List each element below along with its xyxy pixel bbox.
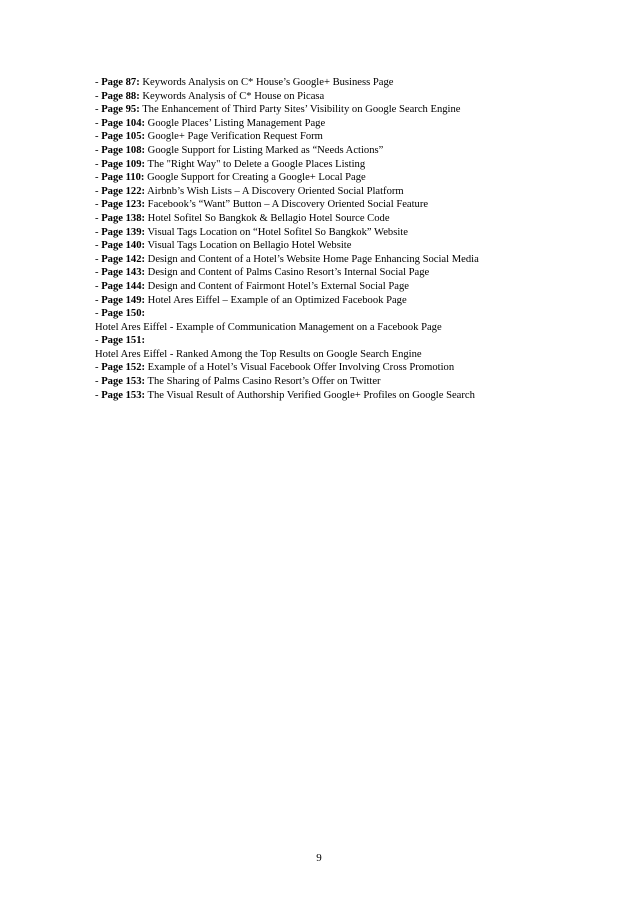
list-item [95, 171, 555, 185]
page-reference: Page 110: [101, 172, 145, 184]
page-reference: Page 87: [101, 77, 140, 88]
figure-title: Keywords Analysis of C* House on Picasa [139, 90, 325, 102]
list-item [95, 76, 555, 90]
figure-title: Facebook’s “Want” Button – A Discovery Oriented Social Feature [145, 199, 429, 211]
figure-title: Design and Content of a Hotel’s Website Home Page Enhancing Social Media [145, 253, 479, 265]
page-reference: Page 144: [101, 280, 146, 292]
list-dash: - [95, 185, 102, 197]
page-reference: Page 88: [101, 90, 140, 102]
list-item [95, 130, 555, 144]
list-dash: - [95, 90, 102, 102]
list-dash: - [95, 117, 102, 129]
list-item [95, 334, 555, 348]
list-dash: - [95, 104, 102, 116]
figure-title: Hotel Ares Eiffel – Example of an Optimized Facebook Page [145, 294, 407, 306]
list-dash: - [95, 172, 102, 184]
list-dash: - [95, 77, 102, 88]
figure-title: Hotel Ares Eiffel - Ranked Among the Top Results on Google Search Engine [95, 348, 422, 360]
figure-title: Google Support for Listing Marked as “Needs Actions” [145, 144, 384, 156]
page-reference: Page 105: [101, 131, 146, 143]
list-item [95, 198, 555, 212]
figure-title: The Visual Result of Authorship Verified Google+ Profiles on Google Search [145, 389, 475, 401]
page-number: 9 [316, 852, 322, 864]
list-item [95, 375, 555, 389]
page-reference: Page 123: [101, 199, 146, 211]
page-reference: Page 95: [101, 104, 140, 116]
figure-title: Example of a Hotel’s Visual Facebook Offer Involving Cross Promotion [145, 362, 455, 374]
list-dash: - [95, 267, 102, 279]
figure-title: Visual Tags Location on “Hotel Sofitel So Bangkok” Website [145, 226, 408, 238]
page-reference: Page 122: [101, 185, 146, 197]
page-reference: Page 104: [101, 117, 146, 129]
figure-title: Visual Tags Location on Bellagio Hotel Website [145, 240, 352, 252]
list-dash: - [95, 131, 102, 143]
page-reference: Page 150: [101, 308, 146, 320]
list-item [95, 212, 555, 226]
list-dash: - [95, 376, 102, 388]
list-item [95, 117, 555, 131]
figure-title: The Enhancement of Third Party Sites’ Visibility on Google Search Engine [139, 104, 461, 116]
figure-title: Design and Content of Fairmont Hotel’s External Social Page [145, 280, 409, 292]
list-item [95, 103, 555, 117]
list-item [95, 280, 555, 294]
list-item-continuation [95, 348, 555, 362]
figure-title: Airbnb’s Wish Lists – A Discovery Oriented Social Platform [145, 185, 404, 197]
page-reference: Page 138: [101, 212, 146, 224]
page-reference: Page 153: [101, 389, 146, 401]
list-item [95, 389, 555, 403]
figure-title: Google+ Page Verification Request Form [145, 131, 323, 143]
list-item [95, 266, 555, 280]
list-item [95, 307, 555, 321]
page-reference: Page 143: [101, 267, 146, 279]
page-reference: Page 153: [101, 376, 146, 388]
page-reference: Page 139: [101, 226, 146, 238]
page-reference: Page 140: [101, 240, 146, 252]
list-dash: - [95, 144, 102, 156]
figure-title: Google Support for Creating a Google+ Local Page [144, 172, 366, 184]
list-item [95, 361, 555, 375]
figure-title: Hotel Ares Eiffel - Example of Communication Management on a Facebook Page [95, 321, 442, 333]
list-dash: - [95, 158, 102, 170]
list-item [95, 239, 555, 253]
list-dash: - [95, 389, 102, 401]
list-dash: - [95, 335, 102, 347]
list-dash: - [95, 308, 102, 320]
list-dash: - [95, 226, 102, 238]
figure-title: Design and Content of Palms Casino Resort’s Internal Social Page [145, 267, 430, 279]
list-item [95, 158, 555, 172]
list-item [95, 90, 555, 104]
list-dash: - [95, 240, 102, 252]
page-reference: Page 109: [101, 158, 146, 170]
figure-list [95, 76, 555, 402]
list-item [95, 253, 555, 267]
list-item [95, 294, 555, 308]
list-item [95, 185, 555, 199]
page-reference: Page 108: [101, 144, 146, 156]
page-reference: Page 149: [101, 294, 146, 306]
figure-title: The "Right Way" to Delete a Google Places Listing [145, 158, 366, 170]
list-item [95, 226, 555, 240]
list-dash: - [95, 253, 102, 265]
list-dash: - [95, 212, 102, 224]
list-dash: - [95, 280, 102, 292]
figure-title: Keywords Analysis on C* House’s Google+ Business Page [139, 77, 394, 88]
list-item-continuation [95, 321, 555, 335]
page-reference: Page 142: [101, 253, 146, 265]
list-dash: - [95, 199, 102, 211]
figure-title: Google Places’ Listing Management Page [145, 117, 326, 129]
page-reference: Page 151: [101, 335, 146, 347]
page-reference: Page 152: [101, 362, 146, 374]
figure-title: The Sharing of Palms Casino Resort’s Offer on Twitter [145, 376, 381, 388]
figure-title: Hotel Sofitel So Bangkok & Bellagio Hotel Source Code [145, 212, 390, 224]
list-dash: - [95, 362, 102, 374]
list-item [95, 144, 555, 158]
list-dash: - [95, 294, 102, 306]
